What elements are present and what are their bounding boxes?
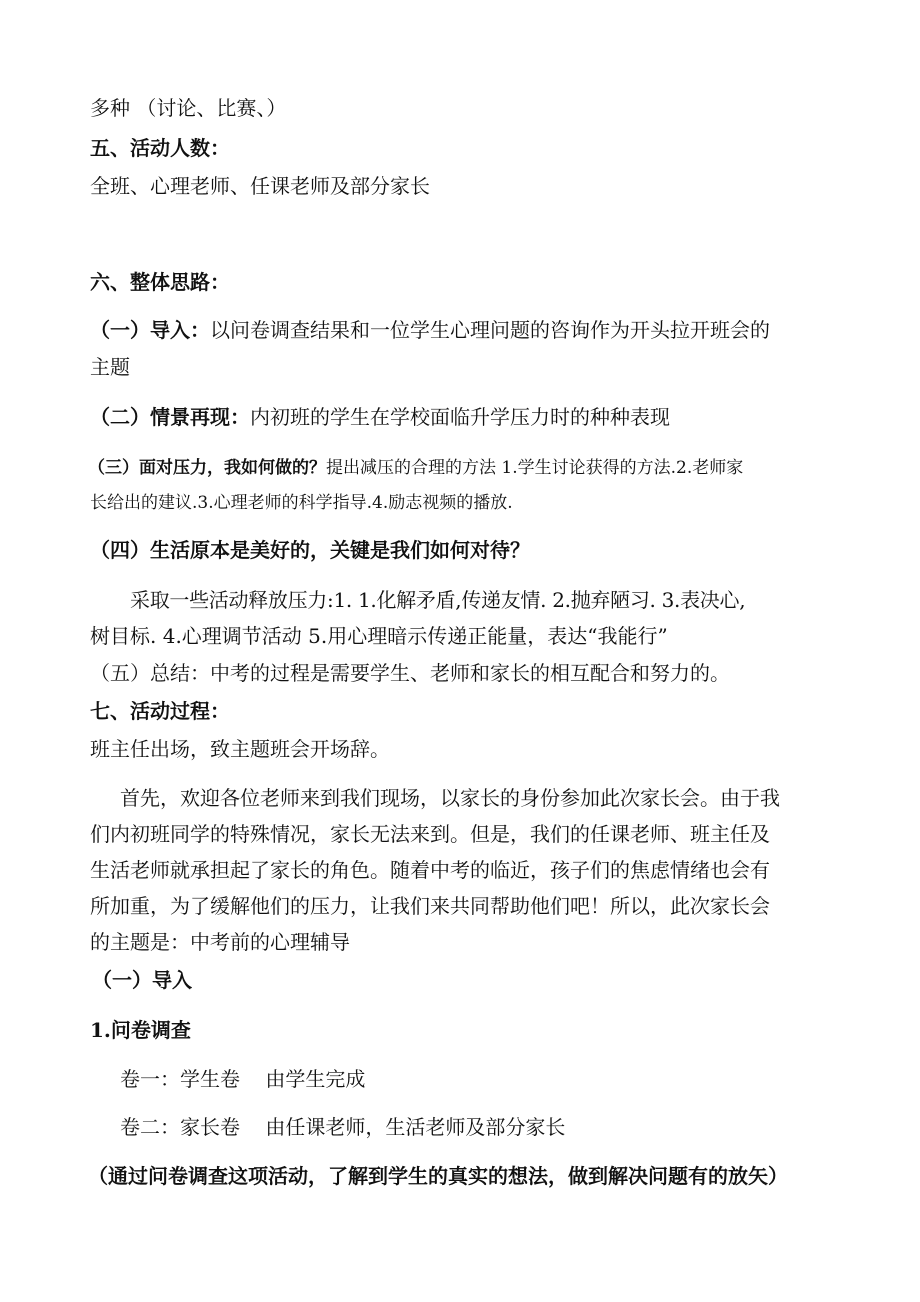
outline-item-1-continuation: 主题	[90, 355, 130, 379]
outline-item-3	[88, 454, 840, 482]
outline-item-5: （五）总结：中考的过程是需要学生、老师和家长的相互配合和努力的。	[90, 661, 730, 685]
outline-item-3-continuation: 长给出的建议.3.心理老师的科学指导.4.励志视频的播放.	[90, 493, 513, 513]
opening-paragraph-line-1: 首先，欢迎各位老师来到我们现场，以家长的身份参加此次家长会。由于我	[120, 786, 780, 810]
opening-paragraph-line-4: 所加重，为了缓解他们的压力，让我们来共同帮助他们吧！所以，此次家长会	[90, 894, 770, 918]
section-heading-7: 七、活动过程：	[90, 699, 230, 723]
opening-paragraph-line-3: 生活老师就承担起了家长的角色。随着中考的临近，孩子们的焦虑情绪也会有	[90, 858, 770, 882]
questionnaire-student: 卷一：学生卷 由学生完成	[120, 1067, 366, 1091]
questionnaire-parent: 卷二：家长卷 由任课老师，生活老师及部分家长	[120, 1115, 566, 1139]
outline-item-2-heading: （二）情景再现：	[90, 405, 250, 429]
outline-item-4-heading: （四）生活原本是美好的，关键是我们如何对待？	[90, 538, 530, 562]
outline-item-1-heading: （一）导入：	[90, 318, 210, 342]
subsection-questionnaire: 1.问卷调查	[90, 1018, 191, 1042]
subsection-heading-intro: （一）导入	[92, 968, 192, 992]
outline-item-3-heading: （三）面对压力，我如何做的？	[88, 458, 326, 478]
section-heading-6: 六、整体思路：	[90, 270, 230, 294]
process-intro: 班主任出场，致主题班会开场辞。	[90, 737, 390, 761]
opening-paragraph-line-2: 们内初班同学的特殊情况，家长无法来到。但是，我们的任课老师、班主任及	[90, 822, 770, 846]
outline-item-3-text: 提出减压的合理的方法 1.学生讨论获得的方法.2.老师家	[326, 458, 744, 478]
outline-item-1	[90, 316, 840, 344]
opening-paragraph-line-5: 的主题是：中考前的心理辅导	[90, 930, 350, 954]
participants-line: 全班、心理老师、任课老师及部分家长	[90, 174, 430, 198]
outline-item-2-text: 内初班的学生在学校面临升学压力时的种种表现	[250, 405, 670, 429]
questionnaire-note: （通过问卷调查这项活动，了解到学生的真实的想法，做到解决问题有的放矢）	[88, 1164, 788, 1188]
outline-item-4-text-line-1: 采取一些活动释放压力:1. 1.化解矛盾,传递友情. 2.抛弃陋习. 3.表决心,	[130, 588, 746, 612]
outline-item-1-text: 以问卷调查结果和一位学生心理问题的咨询作为开头拉开班会的	[210, 318, 770, 342]
outline-item-2	[90, 403, 840, 431]
outline-item-4-text-line-2: 树目标. 4.心理调节活动 5.用心理暗示传递正能量，表达“我能行”	[90, 624, 668, 648]
section-heading-5: 五、活动人数：	[90, 136, 230, 160]
activity-form-line: 多种 （讨论、比赛、）	[90, 96, 287, 120]
